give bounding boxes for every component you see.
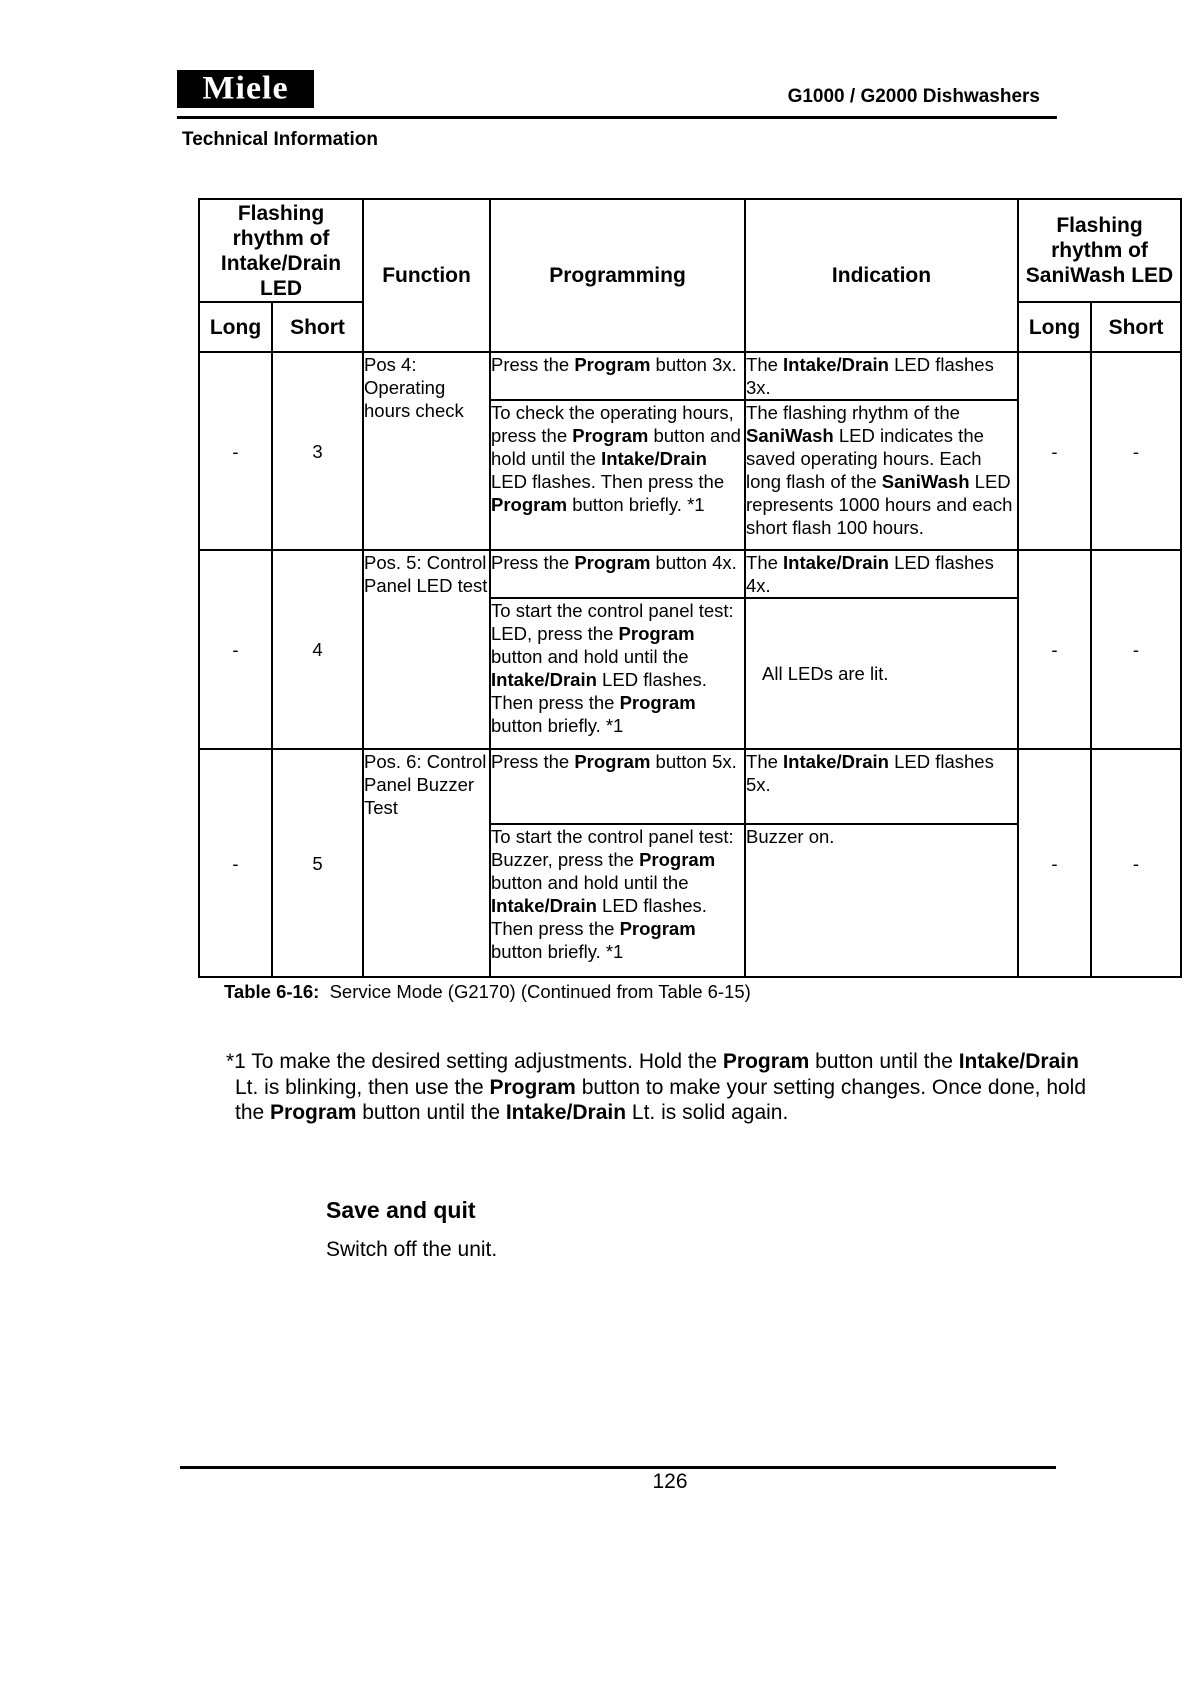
header-saniwash-led: Flashing rhythm of SaniWash LED bbox=[1018, 199, 1181, 302]
footnote-line: *1 To make the desired setting adjustments. Hold the Program button until the Intake/Drain bbox=[226, 1050, 1079, 1073]
sani-short-cell: - bbox=[1091, 550, 1181, 749]
save-and-quit-text: Switch off the unit. bbox=[326, 1238, 498, 1261]
indication-cell: All LEDs are lit. bbox=[745, 598, 1018, 749]
page-number: 126 bbox=[652, 1470, 688, 1493]
footnote-line: Lt. is blinking, then use the Program button to make your setting changes. Once done, hold bbox=[235, 1075, 1087, 1099]
programming-cell: To check the operating hours, press the Program button and hold until the Intake/Drain LED flashes. Then press the Program button briefly. *1 bbox=[490, 400, 745, 550]
indication-cell: The flashing rhythm of the SaniWash LED indicates the saved operating hours. Each long flash of the SaniWash LED represents 1000 hours and each short flash 100 hours. bbox=[745, 400, 1018, 550]
header-sani-short: Short bbox=[1091, 302, 1181, 352]
header-indication: Indication bbox=[745, 199, 1018, 352]
table-header-row bbox=[199, 199, 1181, 302]
function-cell: Pos 4: Operating hours check bbox=[363, 352, 490, 550]
programming-cell: Press the Program button 5x. bbox=[490, 749, 745, 824]
programming-cell: Press the Program button 3x. bbox=[490, 352, 745, 400]
table-row bbox=[199, 749, 1181, 824]
sani-long-cell: - bbox=[1018, 550, 1091, 749]
intake-short-cell: 4 bbox=[272, 550, 363, 749]
footnote bbox=[226, 1049, 1146, 1126]
document-title: G1000 / G2000 Dishwashers bbox=[787, 86, 1040, 107]
table-caption bbox=[224, 981, 751, 1003]
intake-short-cell: 5 bbox=[272, 749, 363, 977]
sani-short-cell: - bbox=[1091, 749, 1181, 977]
programming-cell: To start the control panel test: LED, press the Program button and hold until the Intake/Drain LED flashes. Then press the Program button briefly. *1 bbox=[490, 598, 745, 749]
indication-cell: The Intake/Drain LED flashes 4x. bbox=[745, 550, 1018, 598]
function-cell: Pos. 5: Control Panel LED test bbox=[363, 550, 490, 749]
indication-cell: The Intake/Drain LED flashes 5x. bbox=[745, 749, 1018, 824]
indication-cell: The Intake/Drain LED flashes 3x. bbox=[745, 352, 1018, 400]
header-intake-led: Flashing rhythm of Intake/Drain LED bbox=[199, 199, 363, 302]
programming-cell: Press the Program button 4x. bbox=[490, 550, 745, 598]
footnote-line: the Program button until the Intake/Drain Lt. is solid again. bbox=[235, 1101, 789, 1124]
intake-long-cell: - bbox=[199, 749, 272, 977]
miele-logo: Miele bbox=[177, 70, 314, 108]
header-sani-long: Long bbox=[1018, 302, 1091, 352]
section-label: Technical Information bbox=[182, 129, 379, 150]
intake-long-cell: - bbox=[199, 352, 272, 550]
header-function: Function bbox=[363, 199, 490, 352]
caption-text: Service Mode (G2170) (Continued from Table 6-15) bbox=[329, 981, 751, 1002]
sani-short-cell: - bbox=[1091, 352, 1181, 550]
function-cell: Pos. 6: Control Panel Buzzer Test bbox=[363, 749, 490, 977]
service-mode-table bbox=[198, 198, 1182, 978]
header-intake-short: Short bbox=[272, 302, 363, 352]
programming-cell: To start the control panel test: Buzzer, press the Program button and hold until the Intake/Drain LED flashes. Then press the Program button briefly. *1 bbox=[490, 824, 745, 977]
header-divider bbox=[177, 116, 1057, 119]
save-and-quit-heading: Save and quit bbox=[326, 1197, 476, 1223]
intake-short-cell: 3 bbox=[272, 352, 363, 550]
sani-long-cell: - bbox=[1018, 749, 1091, 977]
header-programming: Programming bbox=[490, 199, 745, 352]
indication-cell: Buzzer on. bbox=[745, 824, 1018, 977]
table-row bbox=[199, 550, 1181, 598]
header-intake-long: Long bbox=[199, 302, 272, 352]
intake-long-cell: - bbox=[199, 550, 272, 749]
sani-long-cell: - bbox=[1018, 352, 1091, 550]
footer-divider bbox=[180, 1466, 1056, 1469]
caption-label: Table 6-16: bbox=[224, 981, 320, 1002]
table-row bbox=[199, 352, 1181, 400]
